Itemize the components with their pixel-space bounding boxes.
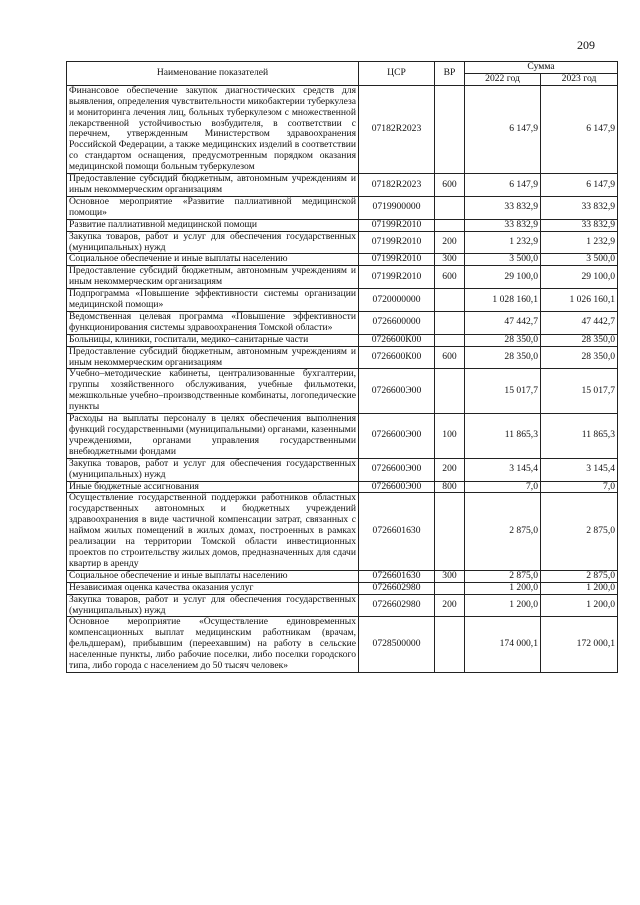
row-name: Подпрограмма «Повышение эффективности системы организации медицинской помощи» [67,289,359,312]
row-sum-2022: 2 875,0 [465,493,541,570]
row-sum-2022: 11 865,3 [465,414,541,459]
row-sum-2023: 47 442,7 [541,311,618,334]
row-sum-2023: 1 200,0 [541,594,618,617]
table-row [67,594,618,617]
row-name: Независимая оценка качества оказания услуг [67,582,359,594]
row-code: 07199R2010 [359,231,435,254]
row-sum-2023: 6 147,9 [541,174,618,197]
table-row [67,266,618,289]
row-vr: 300 [435,570,465,582]
row-code: 0720000000 [359,289,435,312]
row-name: Основное мероприятие «Развитие паллиативной медицинской помощи» [67,196,359,219]
row-sum-2022: 2 875,0 [465,570,541,582]
table-row [67,346,618,369]
row-sum-2023: 6 147,9 [541,85,618,173]
row-name: Развитие паллиативной медицинской помощи [67,219,359,231]
table-row [67,481,618,493]
table-row [67,219,618,231]
row-sum-2022: 29 100,0 [465,266,541,289]
row-code: 0726600Э00 [359,481,435,493]
header-csr: ЦСР [359,62,435,86]
row-sum-2022: 6 147,9 [465,85,541,173]
row-code: 0726602980 [359,582,435,594]
row-sum-2023: 1 232,9 [541,231,618,254]
table-row [67,617,618,673]
row-code: 07182R2023 [359,85,435,173]
row-code: 0726601630 [359,493,435,570]
row-code: 0726600К00 [359,346,435,369]
table-row [67,254,618,266]
row-name: Иные бюджетные ассигнования [67,481,359,493]
table-row [67,289,618,312]
table-row [67,582,618,594]
row-vr [435,311,465,334]
row-name: Осуществление государственной поддержки работников областных государственных автономных и бюджетных учреждений здравоохранения в виде частичной компенсации затрат, связанных с наймом жилых помещений в жилых домах, построенных в рамках реализации на территории Томской области инвестиционных проектов по строительству жилых домов, предназначенных для сдачи квартир в аренду [67,493,359,570]
row-sum-2023: 3 145,4 [541,458,618,481]
row-sum-2023: 28 350,0 [541,346,618,369]
row-vr [435,493,465,570]
row-sum-2022: 1 232,9 [465,231,541,254]
row-sum-2022: 174 000,1 [465,617,541,673]
row-name: Закупка товаров, работ и услуг для обеспечения государственных (муниципальных) нужд [67,458,359,481]
row-sum-2023: 172 000,1 [541,617,618,673]
row-name: Учебно–методические кабинеты, централизованные бухгалтерии, группы хозяйственного обслуживания, учебные фильмотеки, межшкольные учебно–производственные комбинаты, логопедические пункты [67,369,359,414]
row-code: 0726600000 [359,311,435,334]
row-name: Социальное обеспечение и иные выплаты населению [67,254,359,266]
header-name: Наименование показателей [67,62,359,86]
row-vr: 200 [435,231,465,254]
row-sum-2023: 1 200,0 [541,582,618,594]
table-row [67,311,618,334]
table-row [67,174,618,197]
row-name: Расходы на выплаты персоналу в целях обеспечения выполнения функций государственными (муниципальными) органами, казенными учреждениями, органами управления государственными внебюджетными фондами [67,414,359,459]
row-name: Социальное обеспечение и иные выплаты населению [67,570,359,582]
row-name: Предоставление субсидий бюджетным, автономным учреждениям и иным некоммерческим организациям [67,346,359,369]
row-code: 0726600Э00 [359,369,435,414]
row-code: 0726600К00 [359,334,435,346]
row-code: 0726601630 [359,570,435,582]
row-code: 0726600Э00 [359,414,435,459]
row-vr: 600 [435,266,465,289]
table-row [67,231,618,254]
row-sum-2022: 7,0 [465,481,541,493]
row-sum-2022: 47 442,7 [465,311,541,334]
row-vr [435,617,465,673]
row-code: 07199R2010 [359,266,435,289]
row-name: Предоставление субсидий бюджетным, автономным учреждениям и иным некоммерческим организациям [67,174,359,197]
row-sum-2022: 3 500,0 [465,254,541,266]
row-sum-2023: 7,0 [541,481,618,493]
row-vr [435,219,465,231]
row-sum-2022: 3 145,4 [465,458,541,481]
row-sum-2022: 1 200,0 [465,594,541,617]
table-row [67,85,618,173]
table-row [67,334,618,346]
row-sum-2023: 15 017,7 [541,369,618,414]
row-sum-2022: 6 147,9 [465,174,541,197]
row-vr [435,85,465,173]
row-vr: 300 [435,254,465,266]
row-name: Ведомственная целевая программа «Повышение эффективности функционирования системы здравоохранения Томской области» [67,311,359,334]
row-sum-2023: 33 832,9 [541,196,618,219]
table-row [67,458,618,481]
row-name: Финансовое обеспечение закупок диагностических средств для выявления, определения чувствительности микобактерии туберкулеза и мониторинга лечения лиц, больных туберкулезом с множественной лекарственной устойчивостью возбудителя, в соответствии с перечнем, утвержденным Министерством здравоохранения Российской Федерации, а также медицинских изделий в соответствии со стандартом оснащения, предусмотренным порядком оказания медицинской помощи больным туберкулезом [67,85,359,173]
row-sum-2023: 2 875,0 [541,493,618,570]
row-name: Больницы, клиники, госпитали, медико–санитарные части [67,334,359,346]
row-code: 0726602980 [359,594,435,617]
row-code: 0719900000 [359,196,435,219]
header-year-2023: 2023 год [541,73,618,85]
row-vr: 600 [435,174,465,197]
table-row [67,570,618,582]
table-row [67,369,618,414]
row-name: Предоставление субсидий бюджетным, автономным учреждениям и иным некоммерческим организациям [67,266,359,289]
row-vr: 600 [435,346,465,369]
page-number: 209 [577,38,595,52]
header-sum: Сумма [465,62,618,74]
row-sum-2023: 33 832,9 [541,219,618,231]
row-vr: 800 [435,481,465,493]
table-row [67,493,618,570]
row-code: 0728500000 [359,617,435,673]
table-row [67,414,618,459]
row-sum-2022: 28 350,0 [465,334,541,346]
row-code: 07182R2023 [359,174,435,197]
row-name: Закупка товаров, работ и услуг для обеспечения государственных (муниципальных) нужд [67,594,359,617]
row-sum-2022: 1 200,0 [465,582,541,594]
row-code: 07199R2010 [359,254,435,266]
row-sum-2023: 1 026 160,1 [541,289,618,312]
row-vr [435,334,465,346]
row-code: 0726600Э00 [359,458,435,481]
header-vr: ВР [435,62,465,86]
row-name: Закупка товаров, работ и услуг для обеспечения государственных (муниципальных) нужд [67,231,359,254]
header-year-2022: 2022 год [465,73,541,85]
row-sum-2022: 33 832,9 [465,196,541,219]
row-vr: 200 [435,458,465,481]
row-sum-2023: 29 100,0 [541,266,618,289]
table-row [67,196,618,219]
row-sum-2022: 15 017,7 [465,369,541,414]
row-sum-2022: 1 028 160,1 [465,289,541,312]
row-vr [435,369,465,414]
row-sum-2023: 2 875,0 [541,570,618,582]
row-sum-2023: 28 350,0 [541,334,618,346]
row-vr [435,289,465,312]
row-sum-2022: 28 350,0 [465,346,541,369]
row-sum-2023: 3 500,0 [541,254,618,266]
row-code: 07199R2010 [359,219,435,231]
row-sum-2023: 11 865,3 [541,414,618,459]
row-vr [435,582,465,594]
row-name: Основное мероприятие «Осуществление единовременных компенсационных выплат медицинским работникам (врачам, фельдшерам), прибывшим (переехавшим) на работу в сельские населенные пункты, либо рабочие поселки, либо поселки городского типа, либо города с населением до 50 тысяч человек» [67,617,359,673]
budget-table [66,61,618,673]
row-vr: 200 [435,594,465,617]
row-sum-2022: 33 832,9 [465,219,541,231]
row-vr [435,196,465,219]
row-vr: 100 [435,414,465,459]
